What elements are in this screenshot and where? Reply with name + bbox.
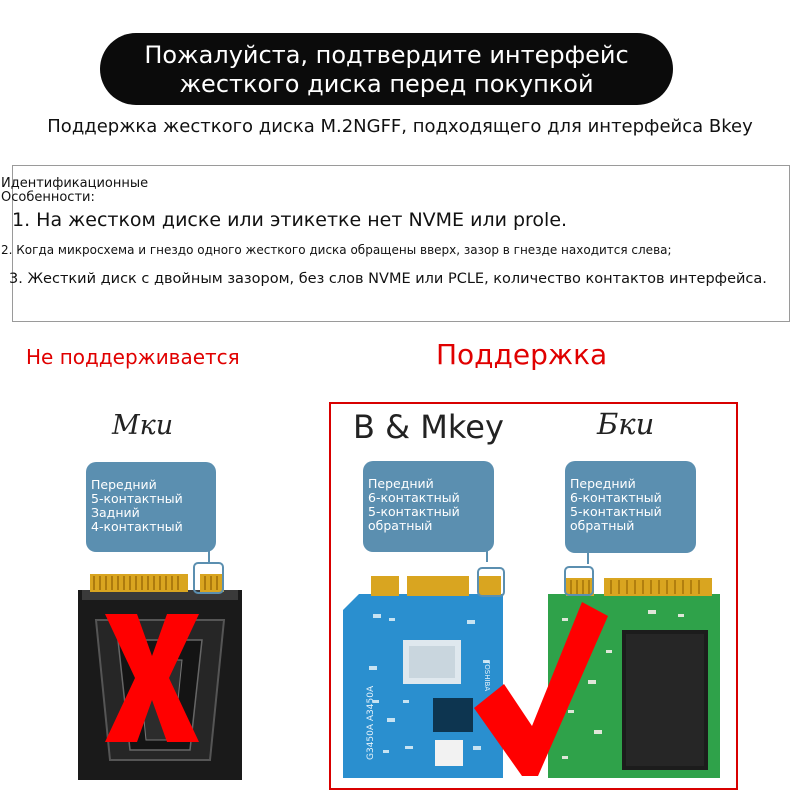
banner-line-1: Пожалуйста, подтвердите интерфейс [144, 41, 629, 69]
bmkey-callout-line: 5-контактный [368, 504, 460, 519]
bkey-callout-line: 6-контактный [570, 490, 662, 505]
bkey-callout-line: обратный [570, 518, 635, 533]
feature-1: 1. На жестком диске или этикетке нет NVME или prole. [12, 209, 568, 231]
identification-label-line-2: Особенности: [1, 190, 95, 205]
identification-label-line-1: Идентификационные [1, 176, 149, 191]
not-supported-heading: Не поддерживается [26, 345, 240, 369]
banner-line-2: жесткого диска перед покупкой [179, 70, 594, 98]
mkey-callout-line: Передний [91, 477, 157, 492]
bkey-callout-line: 5-контактный [570, 504, 662, 519]
feature-3: 3. Жесткий диск с двойным зазором, без слов NVME или PCLE, количество контактов интерфейса. [9, 271, 767, 287]
bmkey-callout-line: 6-контактный [368, 490, 460, 505]
bmkey-callout-line: обратный [368, 518, 433, 533]
supported-heading: Поддержка [436, 338, 608, 371]
feature-2: 2. Когда микросхема и гнездо одного жесткого диска обращены вверх, зазор в гнезде находится слева; [1, 243, 672, 257]
bmkey-callout-line: Передний [368, 476, 434, 491]
mkey-callout-line: 4-контактный [91, 519, 183, 534]
subtitle: Поддержка жесткого диска M.2NGFF, подходящего для интерфейса Bkey [47, 116, 753, 137]
mkey-callout-line: 5-контактный [91, 491, 183, 506]
chip-text-1: TOSHIBA [483, 660, 491, 692]
mkey-label: Мки [112, 410, 174, 441]
bkey-callout-line: Передний [570, 476, 636, 491]
bmkey-label: B & Mkey [353, 408, 504, 446]
bkey-callout [565, 461, 696, 553]
bkey-label: Бки [597, 407, 655, 441]
chip-text-2: G3450A A3450A [366, 685, 376, 760]
mkey-callout [86, 462, 216, 552]
mkey-callout-line: Задний [91, 505, 140, 520]
bmkey-callout [363, 461, 494, 552]
